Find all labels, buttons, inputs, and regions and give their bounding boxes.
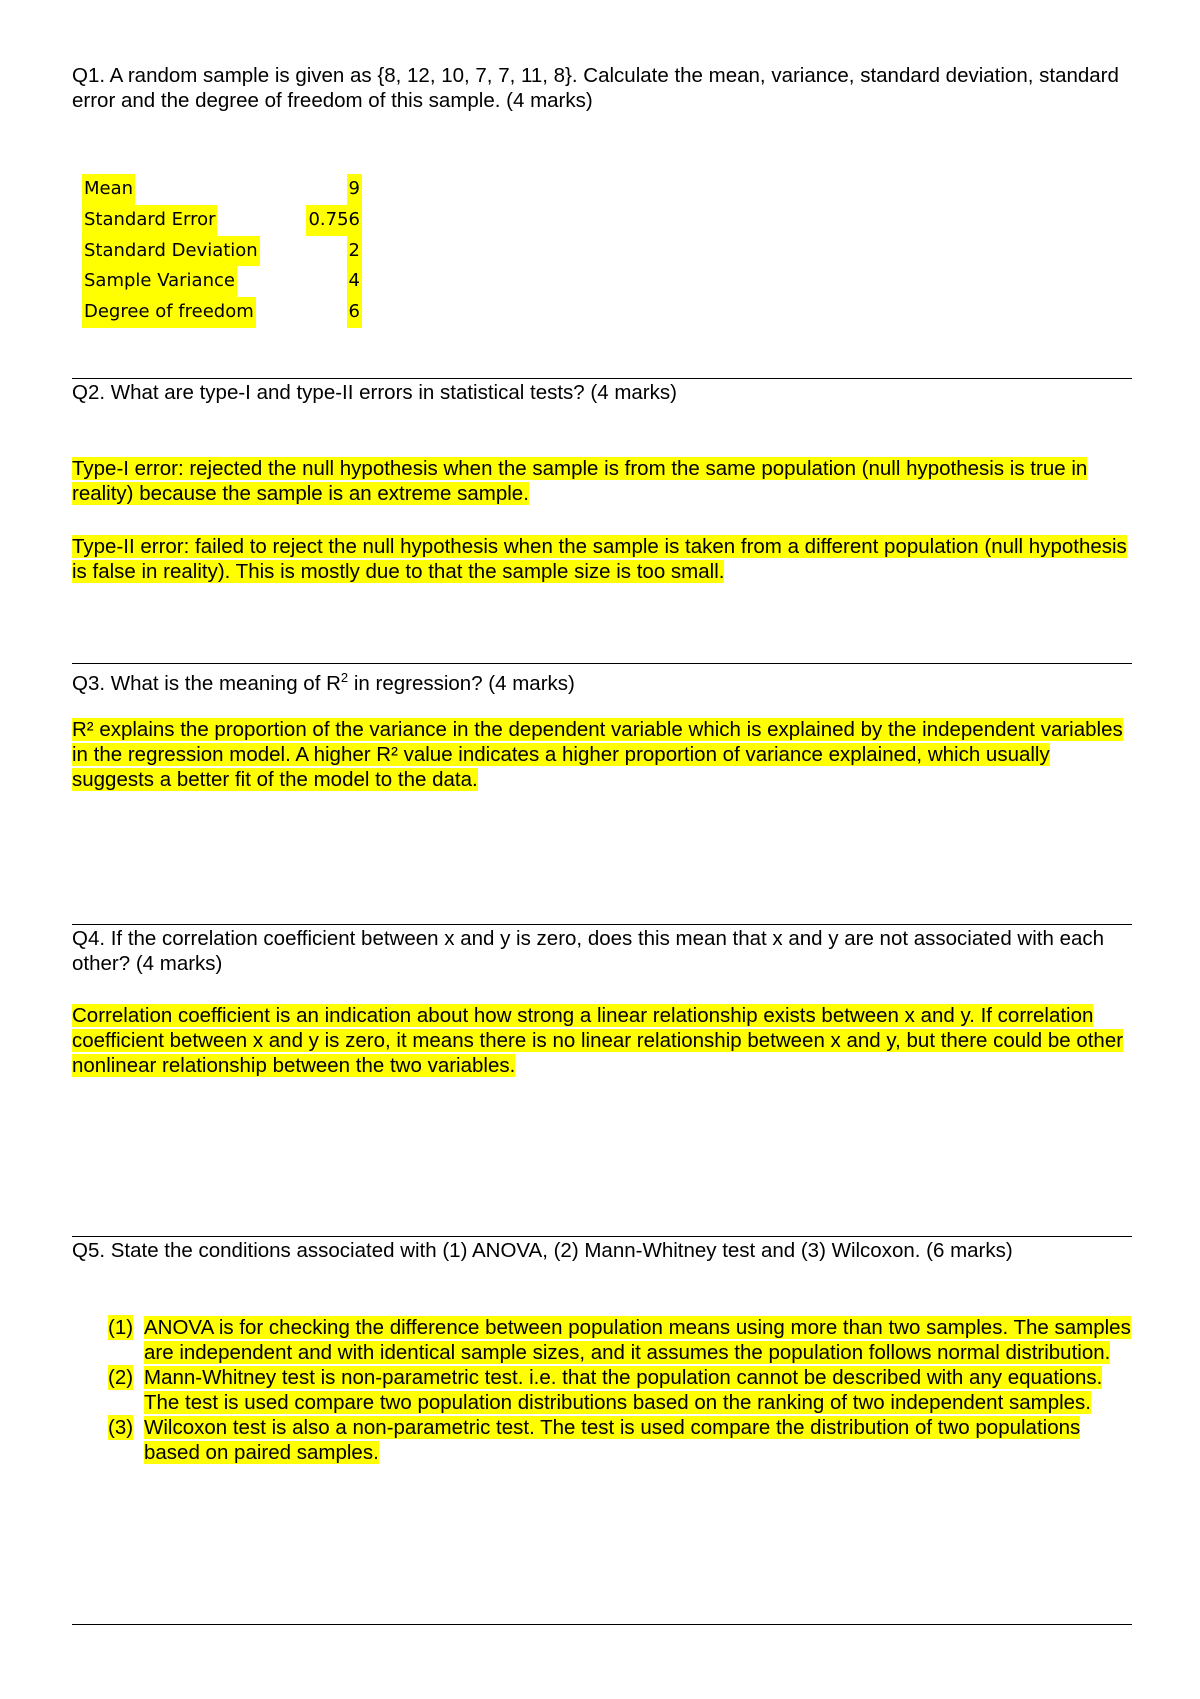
stats-value: 0.756 [306, 205, 362, 236]
list-item-number: (1) [108, 1316, 134, 1339]
highlighted-answer: Type-II error: failed to reject the null hypothesis when the sample is taken from a different population (null hypothesis is false in reality). This is mostly due to that the sample size is too small. [72, 535, 1127, 583]
highlighted-answer: R² explains the proportion of the variance in the dependent variable which is explained by the independent variables in the regression model. A higher R² value indicates a higher proportion of variance explained, which usually suggests a better fit of the model to the data. [72, 718, 1123, 791]
stats-row [82, 205, 362, 236]
list-item-text: Wilcoxon test is also a non-parametric test. The test is used compare the distribution of two populations based on paired samples. [144, 1416, 1081, 1464]
q4-question: Q4. If the correlation coefficient between x and y is zero, does this mean that x and y are not associated with each other? (4 marks) [72, 927, 1105, 975]
highlighted-answer: Type-I error: rejected the null hypothesis when the sample is from the same population (null hypothesis is true in reality) because the sample is an extreme sample. [72, 457, 1088, 505]
q3-question [72, 665, 1132, 696]
q1-stats-table [82, 174, 362, 328]
q2-answer-type1 [72, 456, 1132, 506]
q3-question-prefix: Q3. What is the meaning of R [72, 671, 341, 695]
stats-label: Standard Deviation [82, 236, 260, 267]
stats-row [82, 266, 362, 297]
stats-row [82, 174, 362, 205]
list-item-number: (2) [108, 1366, 134, 1389]
q3-question-superscript: 2 [340, 670, 349, 685]
q4-answer [72, 1003, 1132, 1078]
stats-label: Degree of freedom [82, 297, 256, 328]
stats-label: Standard Error [82, 205, 217, 236]
q1-question: Q1. A random sample is given as {8, 12, 10, 7, 7, 11, 8}. Calculate the mean, variance, standard deviation, standard error and the degree of freedom of this sample. (4 marks) [72, 64, 1119, 112]
list-item-text: ANOVA is for checking the difference between population means using more than two samples. The samples are independent and with identical sample sizes, and it assumes the population follows normal distribution. [144, 1316, 1131, 1364]
stats-row [82, 297, 362, 328]
list-item-text: Mann-Whitney test is non-parametric test. i.e. that the population cannot be described with any equations. The test is used compare two population distributions based on the ranking of two independent samples. [144, 1366, 1103, 1414]
section-divider [72, 663, 1132, 664]
section-divider [72, 378, 1132, 379]
stats-row [82, 236, 362, 267]
stats-value: 9 [347, 174, 362, 205]
stats-label: Sample Variance [82, 266, 237, 297]
q3-question-suffix: in regression? (4 marks) [353, 671, 575, 695]
stats-value: 2 [347, 236, 362, 267]
highlighted-answer: Correlation coefficient is an indication about how strong a linear relationship exists between x and y. If correlation coefficient between x and y is zero, it means there is no linear relationship between x and y, but there could be other nonlinear relationship between the two variables. [72, 1004, 1124, 1077]
q3-answer [72, 717, 1132, 792]
stats-value: 6 [347, 297, 362, 328]
stats-value: 4 [347, 266, 362, 297]
list-item [72, 1365, 1132, 1415]
q5-answer-list [72, 1315, 1132, 1465]
q2-answer-type2 [72, 534, 1132, 584]
section-divider [72, 924, 1132, 925]
q5-question: Q5. State the conditions associated with (1) ANOVA, (2) Mann-Whitney test and (3) Wilcoxon. (6 marks) [72, 1239, 1013, 1262]
section-divider [72, 1624, 1132, 1625]
list-item-number: (3) [108, 1416, 134, 1439]
q2-question: Q2. What are type-I and type-II errors in statistical tests? (4 marks) [72, 381, 677, 404]
list-item [72, 1415, 1132, 1465]
section-divider [72, 1236, 1132, 1237]
stats-label: Mean [82, 174, 135, 205]
list-item [72, 1315, 1132, 1365]
